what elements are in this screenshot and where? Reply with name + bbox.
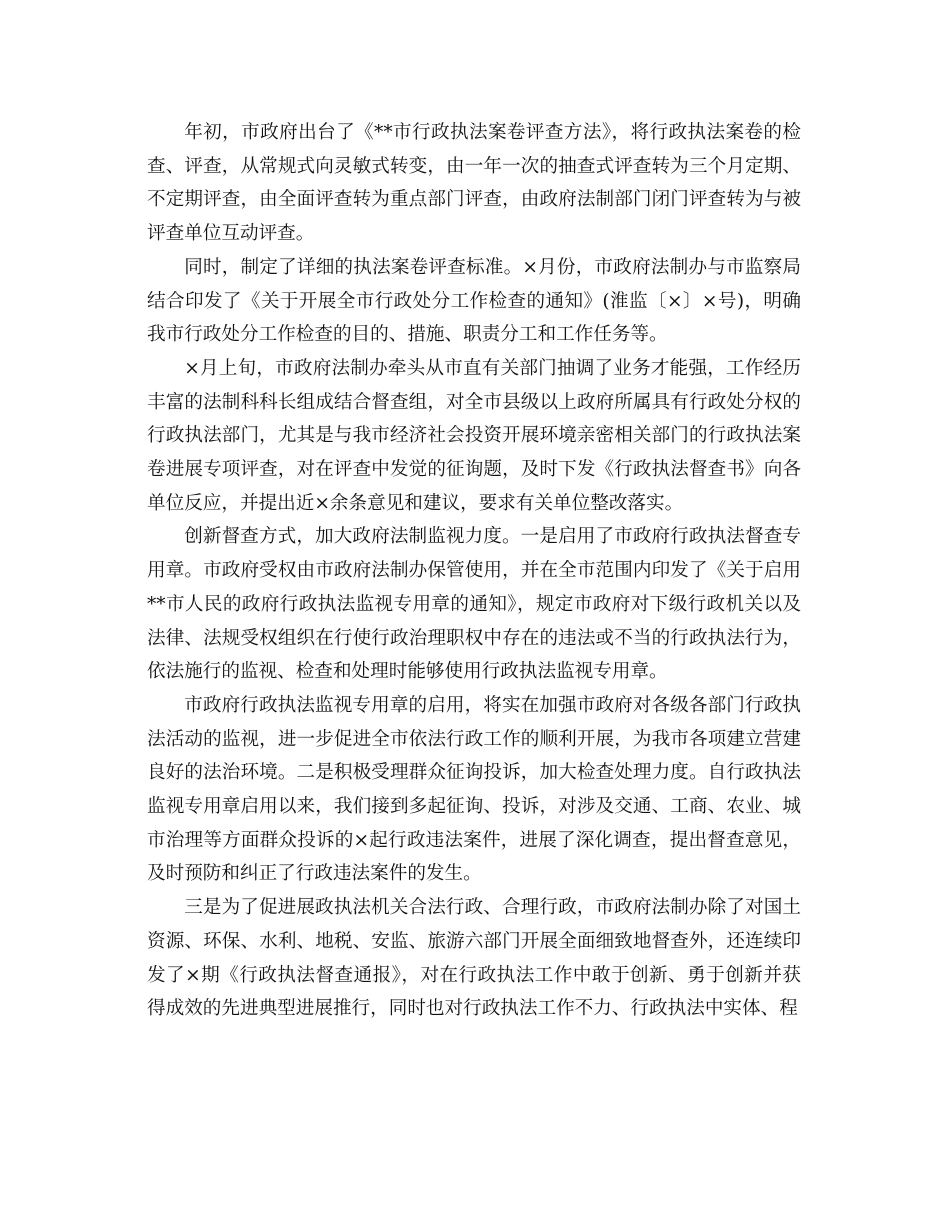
paragraph-3: ×月上旬，市政府法制办牵头从市直有关部门抽调了业务才能强，工作经历丰富的法制科科长组成结合督查组，对全市县级以上政府所属具有行政处分权的行政执法部门，尤其是与我市经济社会投资开展环境亲密相关部门的行政执法案卷进展专项评查，对在评查中发觉的征询题，及时下发《行政执法督查书》向各单位反应，并提出近×余条意见和建议，要求有关单位整改落实。 — [147, 357, 801, 514]
paragraph-1: 年初，市政府出台了《**市行政执法案卷评查方法》，将行政执法案卷的检查、评查，从常规式向灵敏式转变，由一年一次的抽查式评查转为三个月定期、不定期评查，由全面评查转为重点部门评查，由政府法制部门闭门评查转为与被评查单位互动评查。 — [147, 122, 801, 245]
paragraph-6: 三是为了促进展政执法机关合法行政、合理行政，市政府法制办除了对国土资源、环保、水利、地税、安监、旅游六部门开展全面细致地督查外，还连续印发了×期《行政执法督查通报》，对在行政执法工作中敢于创新、勇于创新并获得成效的先进典型进展推行，同时也对行政执法工作不力、行政执法中实体、程 — [147, 897, 801, 1020]
paragraph-4: 创新督查方式，加大政府法制监视力度。一是启用了市政府行政执法督查专用章。市政府受权由市政府法制办保管使用，并在全市范围内印发了《关于启用**市人民的政府行政执法监视专用章的通知》，规定市政府对下级行政机关以及法律、法规受权组织在行使行政治理职权中存在的违法或不当的行政执法行为，依法施行的监视、检查和处理时能够使用行政执法监视专用章。 — [147, 526, 801, 683]
paragraph-5: 市政府行政执法监视专用章的启用，将实在加强市政府对各级各部门行政执法活动的监视，进一步促进全市依法行政工作的顺利开展，为我市各项建立营建良好的法治环境。二是积极受理群众征询投诉，加大检查处理力度。自行政执法监视专用章启用以来，我们接到多起征询、投诉，对涉及交通、工商、农业、城市治理等方面群众投诉的×起行政违法案件，进展了深化调查，提出督查意见，及时预防和纠正了行政违法案件的发生。 — [147, 694, 801, 885]
document-body — [147, 116, 801, 1026]
paragraph-2: 同时，制定了详细的执法案卷评查标准。×月份，市政府法制办与市监察局结合印发了《关于开展全市行政处分工作检查的通知》(淮监〔×〕×号)，明确我市行政处分工作检查的目的、措施、职责分工和工作任务等。 — [147, 256, 801, 346]
